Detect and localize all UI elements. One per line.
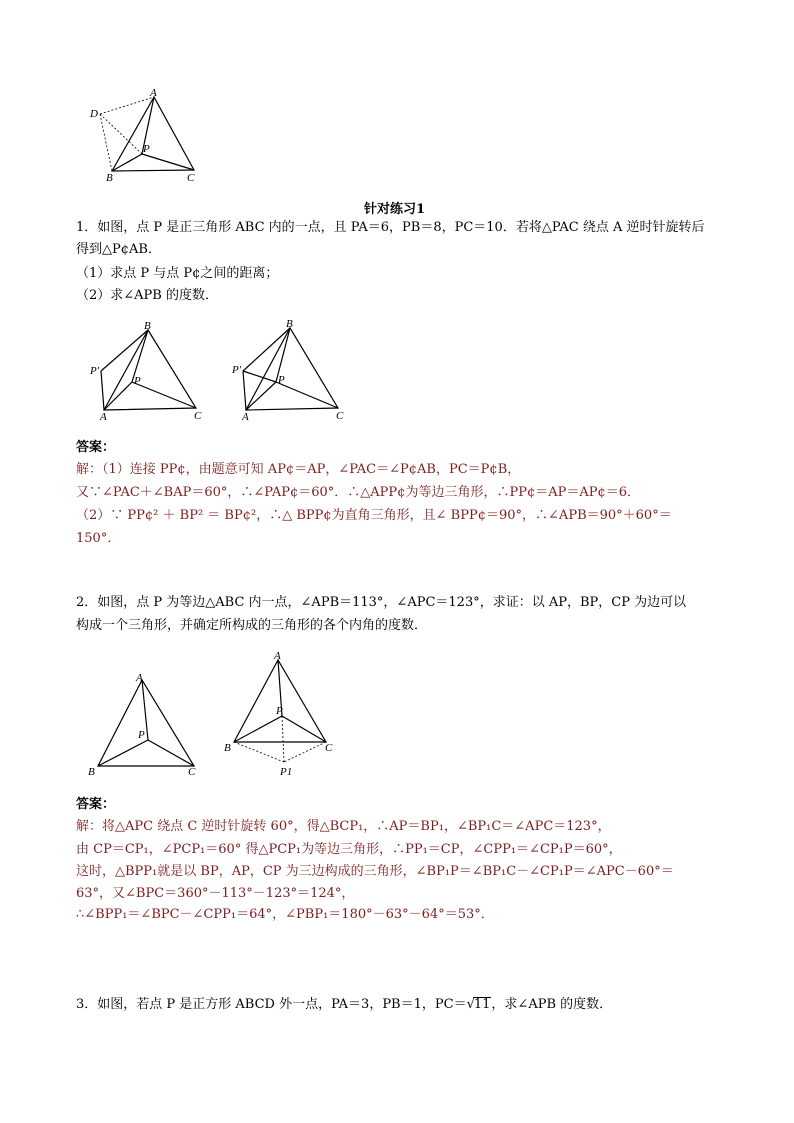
label-p: P (276, 705, 283, 717)
q1-answer-line-3: （2）∵ PP¢² ＋ BP² ＝ BP¢²，∴△ BPP¢为直角三角形，且∠ BPP¢＝90°，∴∠APB＝90°＋60°＝ (76, 508, 672, 523)
q3-line-prefix: 3．如图，若点 P 是正方形 ABCD 外一点，PA＝3，PB＝1，PC＝ (76, 997, 467, 1012)
label-b: B (286, 318, 293, 330)
figure-top-triangle-d-svg (88, 88, 208, 183)
figure-q2-left (86, 670, 206, 784)
label-b: B (144, 320, 151, 332)
sqrt-sign: √ (466, 997, 475, 1012)
label-p1: P1 (280, 766, 293, 778)
label-c: C (188, 766, 196, 778)
label-a: A (100, 411, 107, 423)
figure-q1-left-svg (88, 318, 208, 423)
label-p: P (278, 374, 285, 386)
q1-answer-line-2: 又∵∠PAC＋∠BAP＝60°，∴∠PAP¢＝60°．∴△APP¢为等边三角形，∴PP¢＝AP＝AP¢＝6． (76, 485, 641, 500)
q1-line-2: 得到△P¢AB． (76, 242, 161, 257)
sqrt-radicand: 11 (473, 997, 491, 1012)
q2-answer-line-5: ∴∠BPP₁＝∠BPC－∠CPP₁＝64°，∠PBP₁＝180°－63°－64°＝53°． (76, 907, 494, 922)
label-c: C (325, 742, 333, 754)
label-c: C (336, 410, 344, 422)
label-p: P (143, 143, 150, 155)
label-p-prime: P′ (232, 364, 242, 376)
q1-line-1: 1．如图，点 P 是正三角形 ABC 内的一点，且 PA＝6，PB＝8，PC＝10．若将△PAC 绕点 A 逆时针旋转后 (76, 220, 705, 235)
q2-answer-line-1: 解：将△APC 绕点 C 逆时针旋转 60°，得△BCP₁，∴AP＝BP₁，∠BP₁C＝∠APC＝123°， (76, 819, 611, 834)
q1-answer-line-1: 解：（1）连接 PP¢，由题意可知 AP¢＝AP，∠PAC＝∠P¢AB，PC＝P¢B， (76, 462, 521, 477)
q2-answer-line-2: 由 CP＝CP₁，∠PCP₁＝60° 得△PCP₁为等边三角形，∴PP₁＝CP，∠CPP₁＝∠CP₁P＝60°， (76, 842, 622, 857)
q2-answer-line-3: 这时，△BPP₁就是以 BP，AP，CP 为三边构成的三角形，∠BP₁P＝∠BP₁C－∠CP₁P＝∠APC－60°＝ (76, 864, 674, 879)
q1-answer-label: 答案： (76, 440, 116, 455)
q1-line-3: （1）求点 P 与点 P¢之间的距离； (76, 266, 279, 281)
figure-q1-left (88, 318, 208, 427)
q2-answer-label: 答案： (76, 797, 116, 812)
q1-line-4: （2）求∠APB 的度数． (76, 288, 218, 303)
label-c: C (187, 172, 195, 184)
label-a: A (136, 672, 143, 684)
label-a: A (274, 650, 281, 662)
label-p-prime: P′ (90, 365, 100, 377)
label-a: A (150, 87, 157, 99)
label-b: B (88, 766, 95, 778)
label-a: A (242, 411, 249, 423)
label-b: B (224, 742, 231, 754)
figure-top-triangle-d (88, 88, 208, 187)
q3-line (76, 995, 612, 1015)
label-p: P (134, 375, 141, 387)
section-title: 针对练习1 (364, 202, 426, 217)
figure-q2-left-svg (86, 670, 206, 780)
label-p: P (138, 729, 145, 741)
q1-answer-line-4: 150°． (76, 531, 121, 546)
figure-q2-right-svg (222, 648, 342, 783)
figure-q2-right (222, 648, 342, 787)
label-c: C (194, 410, 202, 422)
label-d: D (90, 108, 98, 120)
q3-line-suffix: ，求∠APB 的度数． (491, 997, 613, 1012)
q2-answer-line-4: 63°，又∠BPC＝360°－113°－123°＝124°， (76, 886, 355, 901)
q2-line-1: 2．如图，点 P 为等边△ABC 内一点，∠APB＝113°，∠APC＝123°，求证：以 AP，BP，CP 为边可以 (76, 595, 687, 610)
figure-q1-right-svg (230, 316, 350, 423)
label-b: B (106, 172, 113, 184)
q2-line-2: 构成一个三角形，并确定所构成的三角形的各个内角的度数． (76, 618, 428, 633)
figure-q1-right (230, 316, 350, 427)
